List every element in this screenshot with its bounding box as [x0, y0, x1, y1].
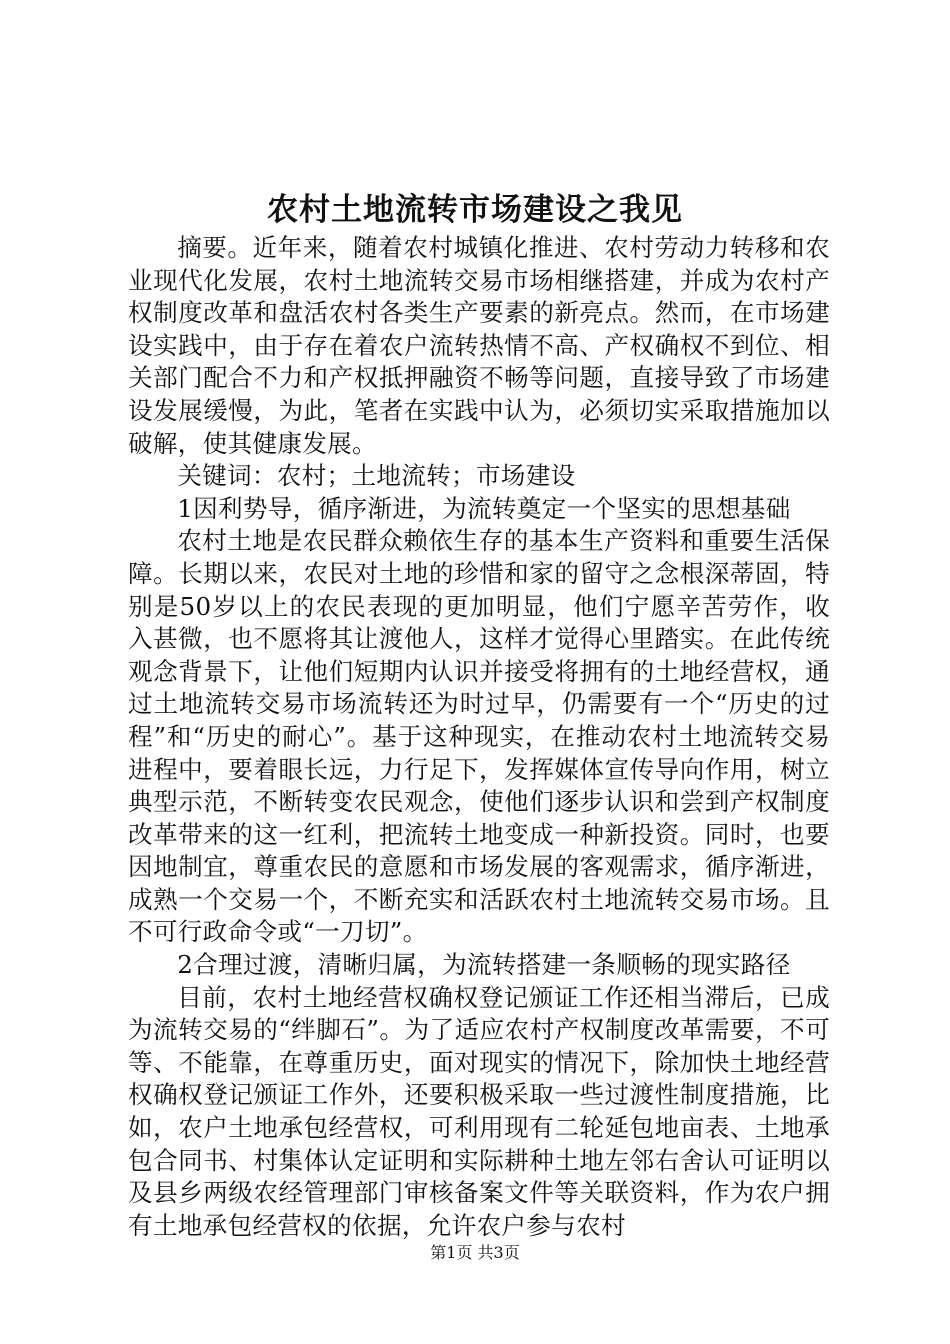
page-footer: 第1页 共3页	[430, 1243, 520, 1262]
section-2-paragraph: 目前，农村土地经营权确权登记颁证工作还相当滞后，已成为流转交易的“绊脚石”。为了适应农村产权制度改革需要，不可等、不能靠，在尊重历史，面对现实的情况下，除加快土地经营权确权登记颁证工作外，还要积极采取一些过渡性制度措施，比如，农户土地承包经营权，可利用现有二轮延包地亩表、土地承包合同书、村集体认定证明和实际耕种土地左邻右舍认可证明以及县乡两级农经管理部门审核备案文件等关联资料，作为农户拥有土地承包经营权的依据，允许农户参与农村	[128, 982, 830, 1240]
keywords-line: 关键词：农村；土地流转；市场建设	[177, 461, 576, 491]
abstract-paragraph: 摘要。近年来，随着农村城镇化推进、农村劳动力转移和农业现代化发展，农村土地流转交易市场相继搭建，并成为农村产权制度改革和盘活农村各类生产要素的新亮点。然而，在市场建设实践中，由于存在着农户流转热情不高、产权确权不到位、相关部门配合不力和产权抵押融资不畅等问题，直接导致了市场建设发展缓慢，为此，笔者在实践中认为，必须切实采取措施加以破解，使其健康发展。	[128, 233, 830, 458]
section-heading-2: 2合理过渡，清晰归属，为流转搭建一条顺畅的现实路径	[177, 950, 791, 980]
section-heading-1: 1因利势导，循序渐进，为流转奠定一个坚实的思想基础	[177, 493, 791, 523]
section-1-paragraph: 农村土地是农民群众赖依生存的基本生产资料和重要生活保障。长期以来，农民对土地的珍惜和家的留守之念根深蒂固，特别是50岁以上的农民表现的更加明显，他们宁愿辛苦劳作，收入甚微，也不愿将其让渡他人，这样才觉得心里踏实。在此传统观念背景下，让他们短期内认识并接受将拥有的土地经营权，通过土地流转交易市场流转还为时过早，仍需要有一个“历史的过程”和“历史的耐心”。基于这种现实，在推动农村土地流转交易进程中，要着眼长远，力行足下，发挥媒体宣传导向作用，树立典型示范，不断转变农民观念，使他们逐步认识和尝到产权制度改革带来的这一红利，把流转土地变成一种新投资。同时，也要因地制宜，尊重农民的意愿和市场发展的客观需求，循序渐进，成熟一个交易一个，不断充实和活跃农村土地流转交易市场。且不可行政命令或“一刀切”。	[128, 526, 830, 947]
document-body	[128, 232, 830, 1242]
document-title: 农村土地流转市场建设之我见	[267, 192, 683, 228]
